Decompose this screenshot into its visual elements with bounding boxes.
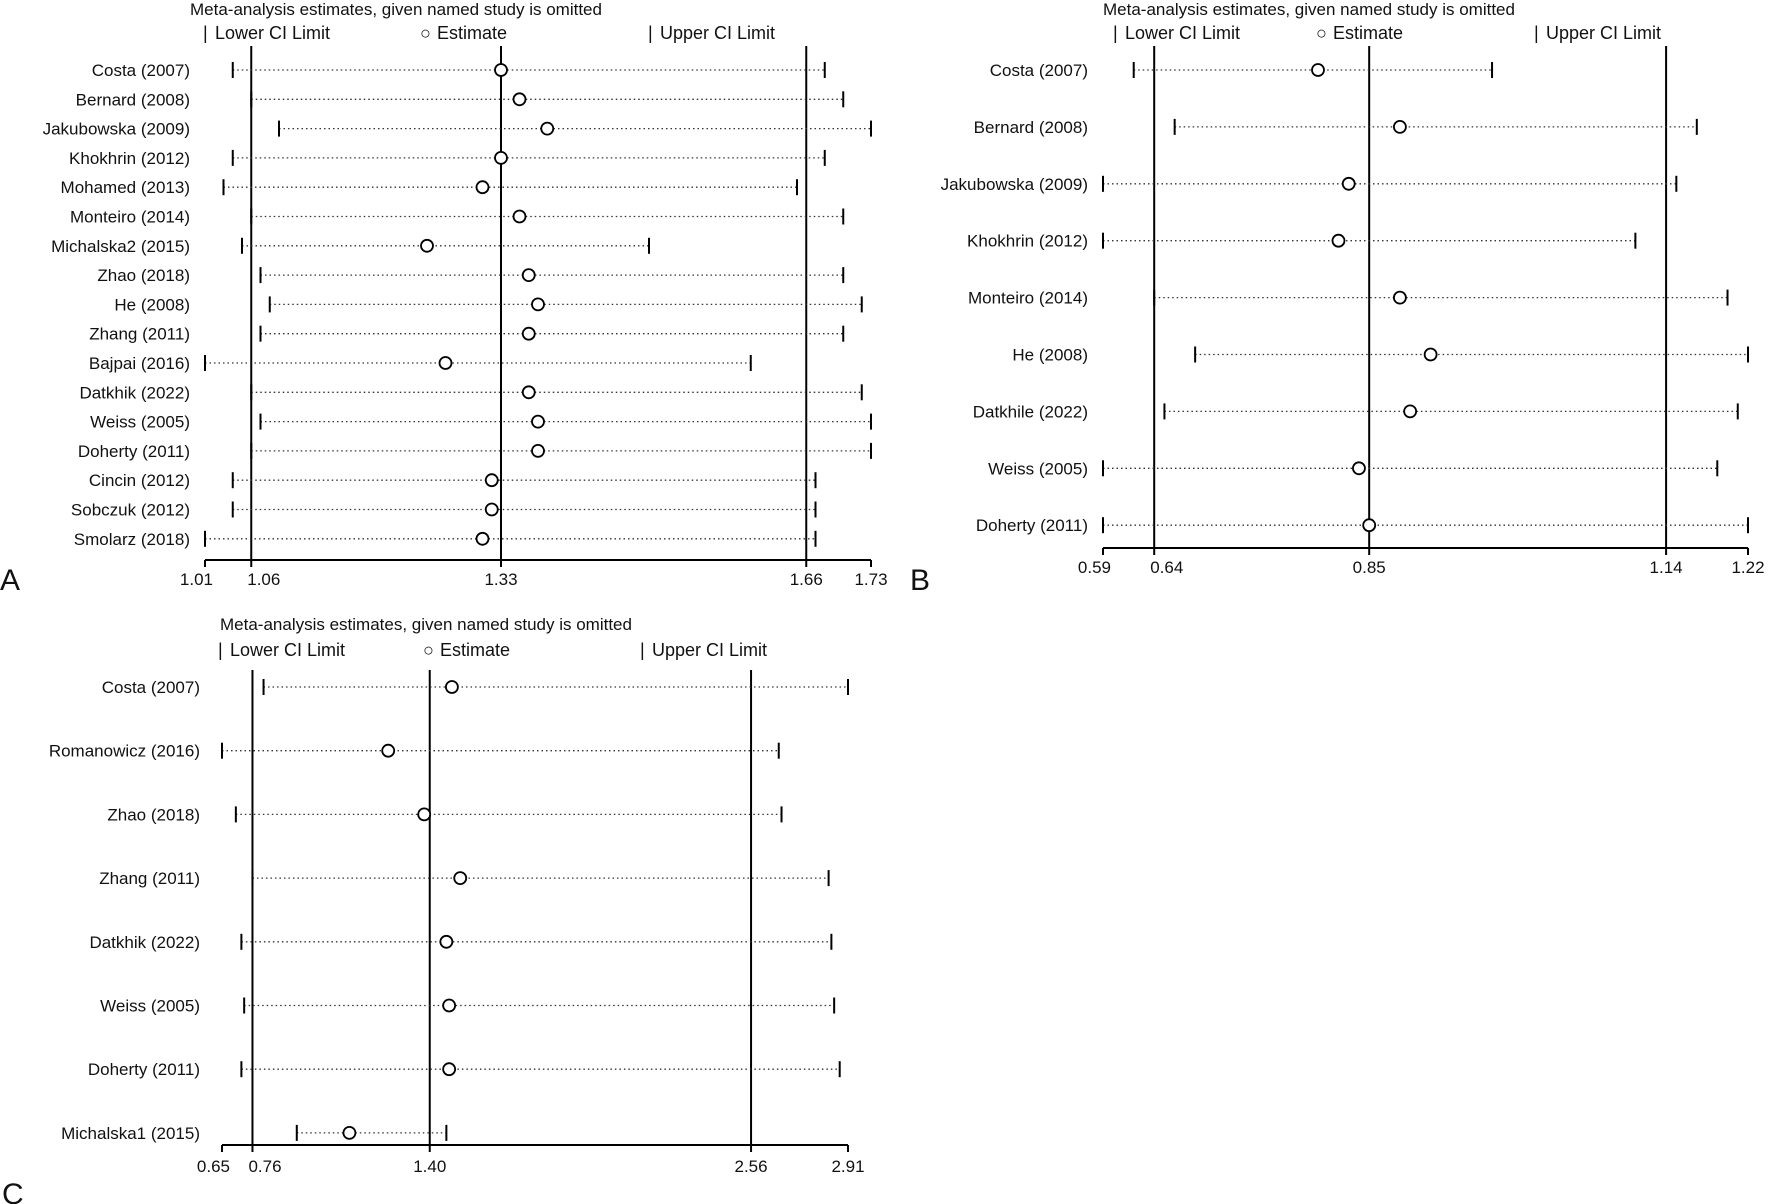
study-row [102, 678, 848, 697]
chart-title: Meta-analysis estimates, given named study is omitted [190, 0, 602, 19]
study-label: Michalska1 (2015) [61, 1123, 200, 1143]
study-row [968, 289, 1728, 308]
study-row [70, 208, 843, 227]
study-label: Datkhik (2022) [79, 383, 190, 403]
study-label: He (2008) [114, 295, 190, 315]
x-tick-label: 0.64 [1150, 558, 1184, 577]
study-label: Mohamed (2013) [60, 178, 190, 198]
forest-panel-a [0, 0, 888, 597]
study-label: Datkhile (2022) [972, 402, 1088, 422]
estimate-point [446, 681, 458, 693]
study-label: Jakubowska (2009) [42, 119, 190, 139]
lower-ci-legend-label: Lower CI Limit [215, 23, 331, 43]
estimate-point [1404, 405, 1416, 417]
forest-panel-c [2, 615, 865, 1204]
study-row [974, 118, 1697, 137]
study-label: Bernard (2008) [973, 117, 1088, 137]
estimate-point [541, 123, 553, 135]
study-label: Khokhrin (2012) [69, 148, 190, 168]
study-label: Michalska2 (2015) [51, 236, 190, 256]
estimate-point [514, 211, 526, 223]
x-tick-label: 1.73 [854, 570, 888, 589]
x-tick-label: 1.40 [413, 1157, 447, 1176]
estimate-point [421, 240, 433, 252]
estimate-legend-label: Estimate [437, 23, 508, 43]
estimate-point [418, 808, 430, 820]
x-tick-label: 2.56 [734, 1157, 768, 1176]
study-row [61, 178, 797, 197]
x-tick-label: 0.65 [196, 1157, 230, 1176]
estimate-legend-label: Estimate [440, 640, 511, 660]
study-label: Bernard (2008) [75, 90, 190, 110]
study-row [89, 325, 843, 344]
study-label: Weiss (2005) [100, 996, 200, 1016]
lower-ci-legend-mark: | [203, 23, 208, 43]
legend [203, 23, 775, 43]
lower-ci-legend-label: Lower CI Limit [1125, 23, 1241, 43]
study-label: Costa (2007) [989, 61, 1088, 80]
x-tick-label: 2.91 [831, 1157, 865, 1176]
x-tick-label: 1.06 [247, 570, 281, 589]
estimate-point [440, 357, 452, 369]
estimate-point [477, 181, 489, 193]
lower-ci-legend-mark: | [1113, 23, 1118, 43]
study-label: Monteiro (2014) [967, 288, 1088, 308]
estimate-point [454, 872, 466, 884]
estimate-point [382, 745, 394, 757]
estimate-point [523, 269, 535, 281]
study-row [88, 1060, 840, 1079]
estimate-point [477, 533, 489, 545]
forest-panel-b [910, 0, 1765, 597]
legend [218, 640, 767, 660]
study-label: Romanowicz (2016) [48, 741, 200, 761]
study-row [49, 742, 779, 761]
estimate-point [1343, 178, 1355, 190]
panel-label: C [2, 1178, 24, 1204]
x-tick-label: 1.01 [179, 570, 213, 589]
lower-ci-legend-mark: | [218, 640, 223, 660]
study-row [76, 90, 844, 109]
estimate-point [1353, 462, 1365, 474]
estimate-legend-mark: ○ [1316, 23, 1327, 43]
study-label: Doherty (2011) [87, 1060, 200, 1080]
estimate-point [523, 386, 535, 398]
study-row [1012, 346, 1748, 365]
study-row [114, 295, 861, 314]
study-label: Bajpai (2016) [88, 354, 190, 373]
study-row [92, 61, 825, 80]
study-label: Zhao (2018) [107, 805, 200, 825]
study-row [973, 402, 1738, 421]
x-tick-label: 0.85 [1352, 558, 1386, 577]
study-row [988, 459, 1717, 478]
study-row [78, 442, 871, 461]
chart-title: Meta-analysis estimates, given named study is omitted [220, 615, 632, 634]
estimate-point [1312, 64, 1324, 76]
estimate-point [532, 416, 544, 428]
estimate-point [1394, 292, 1406, 304]
x-tick-label: 1.66 [789, 570, 823, 589]
estimate-point [1332, 235, 1344, 247]
study-row [51, 237, 649, 256]
study-row [89, 471, 816, 490]
study-row [99, 869, 828, 888]
estimate-legend-mark: ○ [423, 640, 434, 660]
upper-ci-legend-label: Upper CI Limit [652, 640, 768, 660]
study-row [97, 266, 843, 285]
upper-ci-legend-label: Upper CI Limit [1546, 23, 1662, 43]
study-label: Cincin (2012) [88, 471, 190, 491]
lower-ci-legend-label: Lower CI Limit [230, 640, 346, 660]
study-row [61, 1124, 446, 1143]
estimate-point [532, 298, 544, 310]
upper-ci-legend-mark: | [648, 23, 653, 43]
study-label: Datkhik (2022) [89, 932, 200, 952]
panel-label: A [0, 564, 21, 597]
estimate-legend-mark: ○ [420, 23, 431, 43]
study-row [990, 61, 1492, 80]
estimate-point [495, 152, 507, 164]
x-tick-label: 1.22 [1731, 558, 1765, 577]
estimate-point [514, 93, 526, 105]
study-row [976, 516, 1748, 535]
study-label: Sobczuk (2012) [70, 500, 190, 520]
study-label: He (2008) [1012, 345, 1088, 365]
estimate-point [486, 504, 498, 516]
estimate-point [486, 474, 498, 486]
study-row [941, 175, 1677, 194]
study-label: Doherty (2011) [77, 441, 190, 461]
estimate-point [1394, 121, 1406, 133]
upper-ci-legend-mark: | [1534, 23, 1539, 43]
study-label: Monteiro (2014) [69, 207, 190, 227]
estimate-point [440, 936, 452, 948]
study-row [90, 413, 871, 432]
legend [1113, 23, 1661, 43]
study-label: Weiss (2005) [988, 459, 1088, 479]
x-tick-label: 0.76 [248, 1157, 282, 1176]
upper-ci-legend-label: Upper CI Limit [660, 23, 776, 43]
study-row [79, 383, 861, 402]
study-row [71, 501, 816, 520]
study-label: Zhang (2011) [89, 324, 190, 344]
study-label: Khokhrin (2012) [967, 231, 1088, 251]
estimate-point [343, 1127, 355, 1139]
x-tick-label: 0.59 [1077, 558, 1111, 577]
estimate-point [532, 445, 544, 457]
study-row [69, 149, 825, 168]
estimate-point [443, 1000, 455, 1012]
study-label: Smolarz (2018) [73, 529, 190, 549]
estimate-point [495, 64, 507, 76]
study-label: Zhang (2011) [99, 869, 200, 889]
study-label: Zhao (2018) [97, 266, 190, 286]
x-tick-label: 1.33 [484, 570, 518, 589]
estimate-point [443, 1063, 455, 1075]
study-row [100, 997, 834, 1016]
study-row [967, 232, 1635, 251]
estimate-point [1425, 349, 1437, 361]
study-label: Costa (2007) [91, 61, 190, 80]
study-label: Weiss (2005) [90, 412, 190, 432]
study-row [89, 933, 831, 952]
study-row [89, 354, 751, 373]
estimate-legend-label: Estimate [1333, 23, 1404, 43]
chart-title: Meta-analysis estimates, given named study is omitted [1103, 0, 1515, 19]
upper-ci-legend-mark: | [640, 640, 645, 660]
study-label: Jakubowska (2009) [940, 174, 1088, 194]
study-row [107, 805, 781, 824]
study-label: Costa (2007) [101, 678, 200, 697]
panel-label: B [910, 564, 931, 597]
study-label: Doherty (2011) [975, 516, 1088, 536]
x-tick-label: 1.14 [1649, 558, 1683, 577]
study-row [74, 530, 816, 549]
estimate-point [1363, 519, 1375, 531]
study-row [43, 120, 871, 139]
estimate-point [523, 328, 535, 340]
